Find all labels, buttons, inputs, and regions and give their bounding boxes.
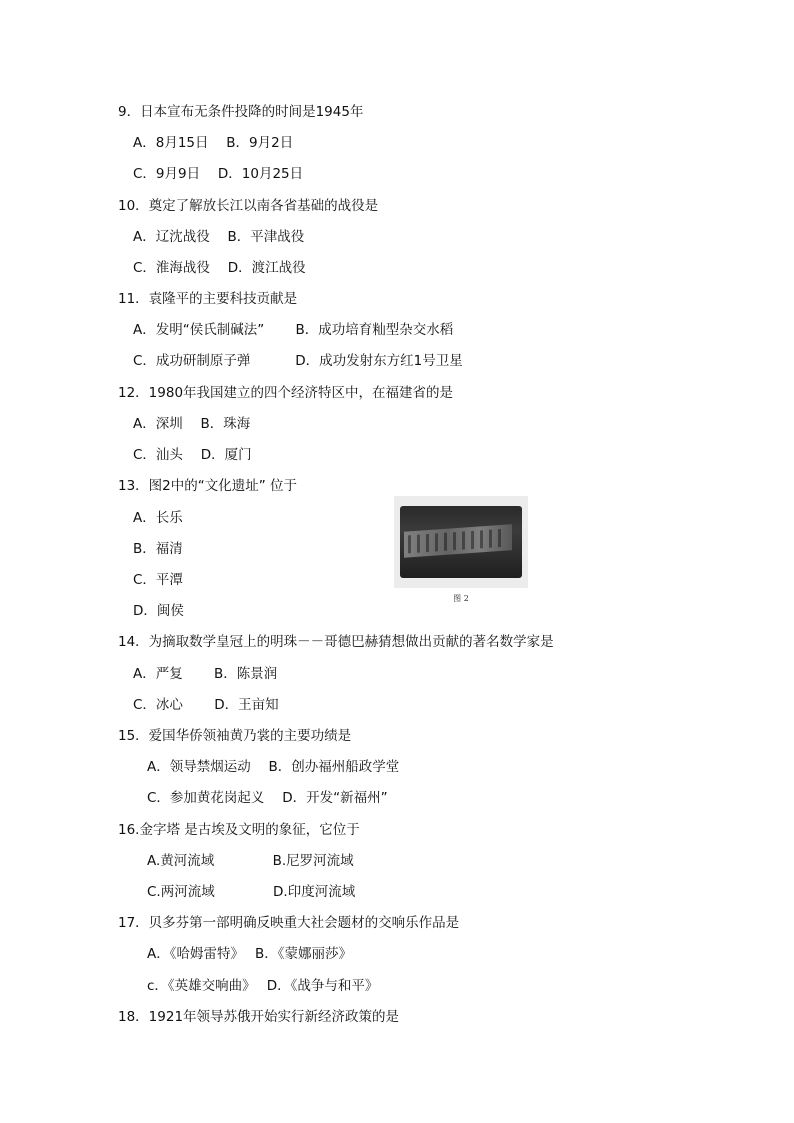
question-16-options-row-2: C.两河流域 D.印度河流域	[147, 884, 356, 900]
question-12-options-row-2: C．汕头 D．厦门	[133, 447, 252, 463]
question-17-stem: 17．贝多芬第一部明确反映重大社会题材的交响乐作品是	[118, 915, 460, 931]
figure-2	[394, 490, 534, 605]
question-11-options-row-1: A．发明“侯氏制碱法” B．成功培育籼型杂交水稻	[133, 322, 454, 338]
question-9-options-row-2: C．9月9日 D．10月25日	[133, 166, 304, 182]
figure-caption: 图 2	[453, 594, 469, 603]
question-17-options-row-1: A．《哈姆雷特》 B．《蒙娜丽莎》	[147, 946, 353, 962]
stone-tablet-image	[400, 506, 522, 578]
question-11-stem: 11．袁隆平的主要科技贡献是	[118, 291, 298, 307]
question-15-options-row-2: C．参加黄花岗起义 D．开发“新福州”	[147, 790, 388, 806]
question-12-stem: 12．1980年我国建立的四个经济特区中，在福建省的是	[118, 385, 454, 401]
question-13-option-d: D．闽侯	[133, 603, 184, 619]
question-14-options-row-2: C．冰心 D．王亩知	[133, 697, 279, 713]
question-11-options-row-2: C．成功研制原子弹 D．成功发射东方红1号卫星	[133, 353, 463, 369]
question-13-option-c: C．平潭	[133, 572, 183, 588]
question-13-option-b: B．福清	[133, 541, 183, 557]
question-9-options-row-1: A．8月15日 B．9月2日	[133, 135, 294, 151]
question-14-stem: 14．为摘取数学皇冠上的明珠－－哥德巴赫猜想做出贡献的著名数学家是	[118, 634, 554, 650]
question-17-options-row-2: c．《英雄交响曲》 D．《战争与和平》	[147, 978, 379, 994]
question-16-stem: 16.金字塔 是古埃及文明的象征，它位于	[118, 822, 360, 838]
question-12-options-row-1: A．深圳 B．珠海	[133, 416, 251, 432]
question-9-stem: 9．日本宣布无条件投降的时间是1945年	[118, 104, 364, 120]
question-18-stem: 18．1921年领导苏俄开始实行新经济政策的是	[118, 1009, 400, 1025]
question-13-option-a: A．长乐	[133, 510, 183, 526]
question-13-stem: 13．图2中的“文化遗址” 位于	[118, 478, 298, 494]
question-15-stem: 15．爱国华侨领袖黄乃裳的主要功绩是	[118, 728, 352, 744]
question-10-options-row-1: A．辽沈战役 B．平津战役	[133, 229, 305, 245]
question-16-options-row-1: A.黄河流域 B.尼罗河流域	[147, 853, 354, 869]
question-10-options-row-2: C．淮海战役 D．渡江战役	[133, 260, 306, 276]
question-15-options-row-1: A．领导禁烟运动 B．创办福州船政学堂	[147, 759, 400, 775]
question-14-options-row-1: A．严复 B．陈景润	[133, 666, 278, 682]
question-10-stem: 10．奠定了解放长江以南各省基础的战役是	[118, 198, 379, 214]
cultural-site-photo	[394, 496, 528, 588]
